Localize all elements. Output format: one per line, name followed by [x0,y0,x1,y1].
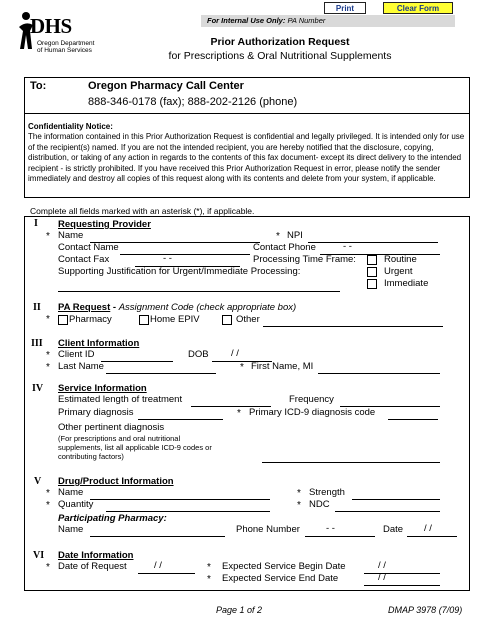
pharmacy-date-label: Date [383,524,404,535]
begin-date-field[interactable] [364,573,440,574]
routine-label: Routine [384,254,417,265]
justification-field[interactable] [58,291,340,292]
recipient-name: Oregon Pharmacy Call Center [88,80,244,92]
pharmacy-phone-field[interactable] [305,536,375,537]
required-asterisk: * [46,314,50,325]
other-label: Other [236,314,260,325]
other-checkbox[interactable] [222,315,232,325]
logo-sub-line2: of Human Services [37,47,92,54]
print-button[interactable]: Print [324,2,366,14]
date-of-request-separators: / / [154,560,162,571]
ndc-label: NDC [309,499,330,510]
other-dx-note-line: (For prescriptions and oral nutritional [58,434,181,443]
pa-number-label: PA Number [287,16,326,25]
required-asterisk: * [46,562,50,573]
dob-separators: / / [231,348,239,359]
first-name-label: First Name, MI [251,361,314,372]
npi-label: NPI [287,230,303,241]
confidentiality-title: Confidentiality Notice: [28,122,113,131]
date-of-request-field[interactable] [138,573,195,574]
primary-icd-field[interactable] [388,419,438,420]
other-dx-note-line: contributing factors) [58,452,124,461]
section-3-numeral: III [31,338,43,349]
primary-dx-field[interactable] [138,419,223,420]
required-asterisk: * [276,231,280,242]
processing-time-label: Processing Time Frame: [253,254,356,265]
pharmacy-phone-separators: - - [326,523,335,534]
other-dx-label: Other pertinent diagnosis [58,422,165,433]
primary-dx-label: Primary diagnosis [58,407,134,418]
begin-date-label: Expected Service Begin Date [222,561,346,572]
internal-use-banner [201,15,455,27]
form-subtitle: for Prescriptions & Oral Nutritional Supplements [168,50,392,62]
contact-phone-separators: - - [343,241,352,252]
client-id-field[interactable] [101,361,173,362]
section-5-title: Drug/Product Information [58,476,174,487]
form-title: Prior Authorization Request [210,36,350,48]
begin-date-separators: / / [378,560,386,571]
quantity-field[interactable] [106,511,270,512]
pharmacy-name-field[interactable] [90,536,225,537]
urgent-label: Urgent [384,266,413,277]
required-asterisk: * [297,488,301,499]
section-6-numeral: VI [33,550,45,561]
justification-label: Supporting Justification for Urgent/Immediate Processing: [58,266,301,277]
participating-pharmacy-label: Participating Pharmacy: [58,513,167,524]
pharmacy-phone-label: Phone Number [236,524,300,535]
section-5-numeral: V [34,476,42,487]
required-asterisk: * [46,231,50,242]
required-asterisk: * [297,500,301,511]
section-2-numeral: II [33,302,41,313]
page-number: Page 1 of 2 [216,605,263,615]
confidentiality-text: The information contained in this Prior Authorization Request is confidential and legally privileged. It is intended only for use of the recipient(s) named. If you are not the intended recipient, you are hereby notified that the disclosure, copying, distribution, or taking of any action in regards to the contents of this fax document- except its direct delivery to the intended recipient - is strictly prohibited. If you have received this Prior Authorization Request in error, please notify the sender immediately and destroy all copies of this request along with its contents and delete from your system, if applicable. [28,132,465,183]
dhs-logo-text: DHS [30,14,72,38]
treatment-length-label: Estimated length of treatment [58,394,183,405]
last-name-field[interactable] [106,373,216,374]
frequency-label: Frequency [289,394,334,405]
strength-label: Strength [309,487,345,498]
pharmacy-date-field[interactable] [407,536,457,537]
section-1-numeral: I [34,218,38,229]
other-field[interactable] [263,326,443,327]
required-asterisk: * [46,500,50,511]
internal-use-prefix: For Internal Use Only: [207,16,286,25]
contact-phone-label: Contact Phone [253,242,316,253]
section-6-title: Date Information [58,550,134,561]
home-epiv-label: Home EPIV [150,314,200,325]
clear-form-button[interactable]: Clear Form [383,2,453,14]
primary-icd-label: Primary ICD-9 diagnosis code [249,407,376,418]
dob-label: DOB [188,349,209,360]
section-4-numeral: IV [32,383,44,394]
last-name-label: Last Name [58,361,104,372]
contact-name-label: Contact Name [58,242,119,253]
ndc-field[interactable] [335,511,440,512]
pharmacy-name-label: Name [58,524,84,535]
routine-checkbox[interactable] [367,255,377,265]
first-name-field[interactable] [318,373,440,374]
required-asterisk: * [237,408,241,419]
pharmacy-date-separators: / / [424,523,432,534]
required-asterisk: * [46,488,50,499]
npi-field[interactable] [308,242,438,243]
other-dx-note [58,434,212,461]
client-id-label: Client ID [58,349,95,360]
spacer [58,432,440,433]
end-date-field[interactable] [364,585,440,586]
end-date-separators: / / [378,572,386,583]
immediate-label: Immediate [384,278,429,289]
urgent-checkbox[interactable] [367,267,377,277]
contact-fax-separators: - - [163,253,172,264]
date-of-request-label: Date of Request [58,561,127,572]
section-2-dash: - [110,302,119,313]
required-asterisk: * [240,362,244,373]
section-4-title: Service Information [58,383,147,394]
recipient-contact: 888-346-0178 (fax); 888-202-2126 (phone) [88,96,298,108]
to-label: To: [30,80,47,92]
other-dx-field[interactable] [262,462,440,463]
contact-fax-label: Contact Fax [58,254,110,265]
section-2-title: PA Request [58,302,111,313]
required-asterisk: * [207,574,211,585]
section-1-title: Requesting Provider [58,219,151,230]
required-asterisk: * [46,362,50,373]
section-2-header [58,302,296,313]
other-dx-note-line: supplements, list all applicable ICD-9 codes or [58,443,212,452]
immediate-checkbox[interactable] [367,279,377,289]
drug-name-label: Name [58,487,84,498]
quantity-label: Quantity [58,499,94,510]
home-epiv-checkbox[interactable] [139,315,149,325]
drug-name-field[interactable] [90,499,270,500]
section-2-assignment: Assignment Code (check appropriate box) [118,302,297,313]
required-asterisk: * [46,350,50,361]
end-date-label: Expected Service End Date [222,573,339,584]
required-asterisk: * [207,562,211,573]
pharmacy-checkbox[interactable] [58,315,68,325]
instructions-text: Complete all fields marked with an asterisk (*), if applicable. [30,206,255,216]
form-code: DMAP 3978 (7/09) [388,605,463,615]
dhs-logo-subtext [37,40,94,54]
strength-field[interactable] [352,499,440,500]
logo-sub-line1: Oregon Department [37,40,95,47]
section-3-title: Client Information [58,338,140,349]
contact-name-field[interactable] [120,254,250,255]
provider-name-label: Name [58,230,84,241]
pharmacy-label: Pharmacy [69,314,112,325]
